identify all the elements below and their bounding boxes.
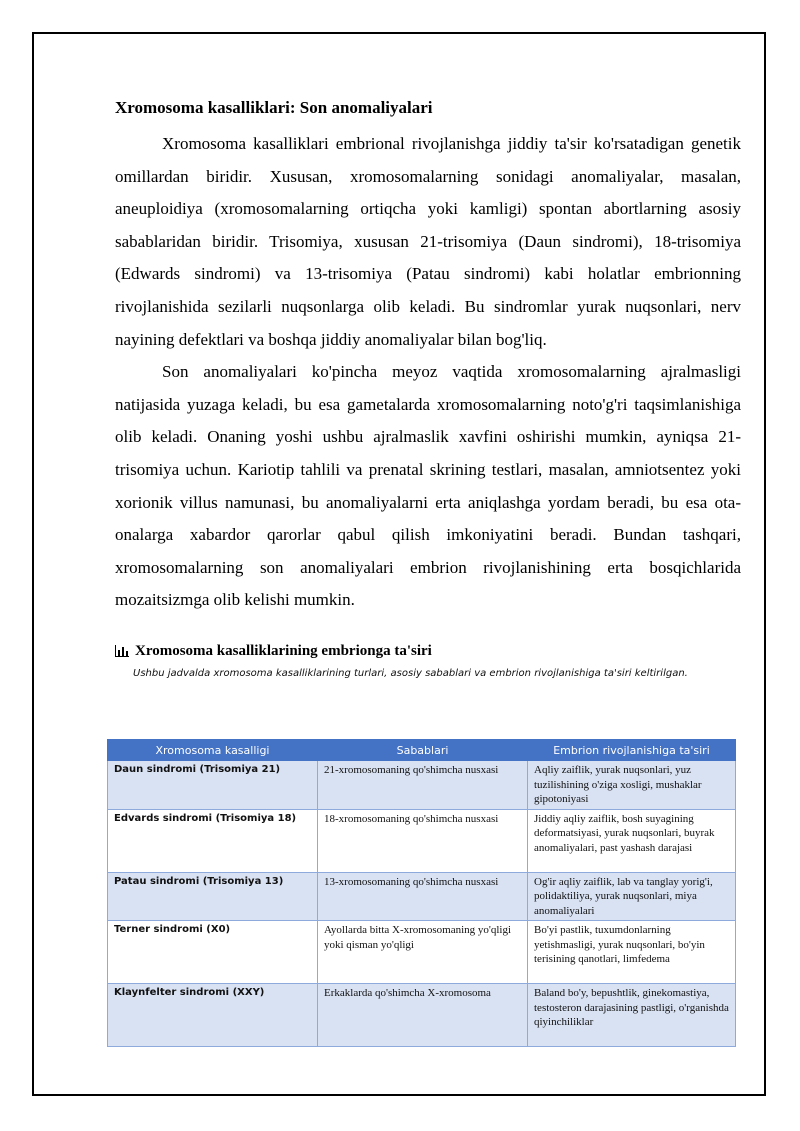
table-header-row: [108, 740, 736, 761]
paragraph-1: Xromosoma kasalliklari embrional rivojlanishga jiddiy ta'sir ko'rsatadigan genetik omillardan biridir. Xususan, xromosomalarning sonidagi anomaliyalar, masalan, aneuploidiya (xromosomalarning ortiqcha yoki kamligi) spontan abortlarning asosiy sabablaridan biridir. Trisomiya, xususan 21-trisomiya (Daun sindromi), 18-trisomiya (Edwards sindromi) va 13-trisomiya (Patau sindromi) kabi holatlar embrionning rivojlanishida sezilarli nuqsonlarga olib keladi. Bu sindromlar yurak nuqsonlari, nerv nayining defektlari va boshqa jiddiy anomaliyalar bilan bog'liq.: [115, 134, 741, 349]
disease-effect: Jiddiy aqliy zaiflik, bosh suyagining deformatsiyasi, yurak nuqsonlari, buyrak anomaliyalari, past yashash darajasi: [528, 809, 736, 872]
disease-name: Klaynfelter sindromi (XXY): [108, 984, 318, 1047]
disease-table: [107, 739, 736, 1047]
table-row: [108, 872, 736, 921]
header-disease: Xromosoma kasalligi: [108, 740, 318, 761]
disease-cause: Ayollarda bitta X-xromosomaning yo'qligi yoki qisman yo'qligi: [318, 921, 528, 984]
table-row: [108, 984, 736, 1047]
header-effects: Embrion rivojlanishiga ta'siri: [528, 740, 736, 761]
bar-chart-icon: [115, 645, 129, 657]
disease-name: Terner sindromi (X0): [108, 921, 318, 984]
disease-cause: 18-xromosomaning qo'shimcha nusxasi: [318, 809, 528, 872]
disease-effect: Aqliy zaiflik, yurak nuqsonlari, yuz tuzilishining o'ziga xosligi, mushaklar gipotoniyasi: [528, 761, 736, 810]
disease-cause: 13-xromosomaning qo'shimcha nusxasi: [318, 872, 528, 921]
disease-effect: Baland bo'y, bepushtlik, ginekomastiya, testosteron darajasining pastligi, o'rganishda qiyinchiliklar: [528, 984, 736, 1047]
disease-cause: 21-xromosomaning qo'shimcha nusxasi: [318, 761, 528, 810]
disease-name: Patau sindromi (Trisomiya 13): [108, 872, 318, 921]
table-row: [108, 921, 736, 984]
header-causes: Sabablari: [318, 740, 528, 761]
disease-effect: Bo'yi pastlik, tuxumdonlarning yetishmasligi, yurak nuqsonlari, bo'yin terisining qanotlari, limfedema: [528, 921, 736, 984]
paragraph-2: Son anomaliyalari ko'pincha meyoz vaqtida xromosomalarning ajralmasligi natijasida yuzaga keladi, bu esa gametalarda xromosomalarning noto'g'ri taqsimlanishiga olib keladi. Onaning yoshi ushbu ajralmaslik xavfini oshirishi mumkin, ayniqsa 21-trisomiya uchun. Kariotip tahlili va prenatal skrining testlari, masalan, amniotsentez yoki xorionik villus namunasi, bu anomaliyalarni erta aniqlashga yordam beradi, bu esa ota-onalarga xabardor qarorlar qabul qilish imkoniyatini beradi. Bundan tashqari, xromosomalarning son anomaliyalari embrion rivojlanishining erta bosqichlarida mozaitsizmga olib kelishi mumkin.: [115, 362, 741, 610]
document-body: [115, 98, 741, 687]
table-row: [108, 809, 736, 872]
table-title-text: Xromosoma kasalliklarining embrionga ta'siri: [135, 642, 432, 659]
section-heading: Xromosoma kasalliklari: Son anomaliyalari: [115, 98, 433, 117]
disease-name: Edvards sindromi (Trisomiya 18): [108, 809, 318, 872]
disease-name: Daun sindromi (Trisomiya 21): [108, 761, 318, 810]
disease-effect: Og'ir aqliy zaiflik, lab va tanglay yorig'i, polidaktiliya, yurak nuqsonlari, miya anomaliyalari: [528, 872, 736, 921]
table-row: [108, 761, 736, 810]
table-title: [115, 643, 741, 660]
table-caption: Ushbu jadvalda xromosoma kasalliklarining turlari, asosiy sabablari va embrion rivojlanishiga ta'siri keltirilgan.: [133, 667, 688, 679]
disease-cause: Erkaklarda qo'shimcha X-xromosoma: [318, 984, 528, 1047]
